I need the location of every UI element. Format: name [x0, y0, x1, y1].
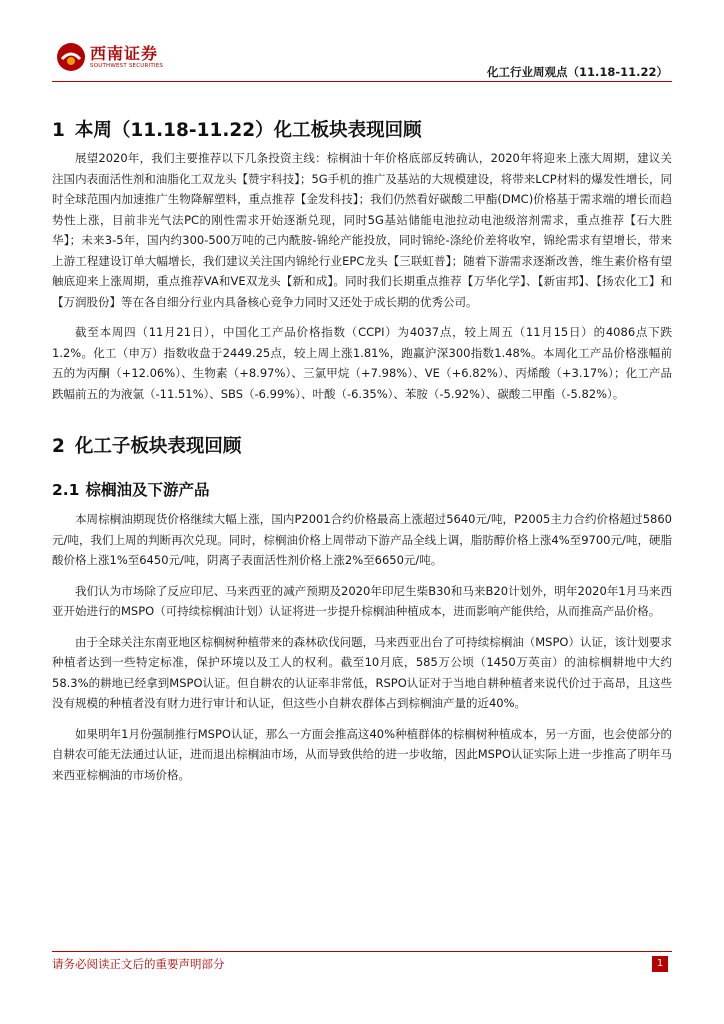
subsection-2-1-title: 棕榈油及下游产品 [85, 481, 210, 499]
paragraph: 如果明年1月份强制推行MSPO认证，那么一方面会推高这40%种植群体的棕榈树种植成本，另一方面，也会使部分的自耕农可能无法通过认证，进而退出棕榈油市场，从而导致供给的进一步收缩，因此MSPO认证实际上进一步推高了明年马来西亚棕榈油的市场价格。 [52, 726, 672, 782]
section-2-title: 化工子板块表现回顾 [74, 436, 242, 457]
subsection-2-1-number: 2.1 [52, 481, 80, 499]
main-content [52, 118, 672, 785]
paragraph: 由于全球关注东南亚地区棕榈树种植带来的森林砍伐问题，马来西亚出台了可持续棕榈油（MSPO）认证，该计划要求种植者达到一些特定标准，保护环境以及工人的权利。截至10月底，585万公顷（1450万英亩）的油棕榈耕地中大约58.3%的耕地已经拿到MSPO认证。但自耕农的认证率非常低，RSPO认证对于当地自耕种植者来说代价过于高昂，且这些没有规模的种植者没有财力进行审计和认证，但这些小自耕农群体占到棕榈油产量的近40%。 [52, 634, 672, 710]
logo-english-name: SOUTHWEST SECURITIES [90, 62, 164, 69]
paragraph: 本周棕榈油期现货价格继续大幅上涨，国内P2001合约价格最高上涨超过5640元/吨，P2005主力合约价格超过5860元/吨，我们上周的判断再次兑现。同时，棕榈油价格上周带动下游产品全线上调，脂肪醇价格上涨4%至9700元/吨，硬脂酸价格上涨1%至6450元/吨，阴离子表面活性剂价格上涨2%至6650元/吨。 [52, 512, 672, 567]
paragraph: 我们认为市场除了反应印尼、马来西亚的减产预期及2020年印尼生柴B30和马来B20计划外，明年2020年1月马来西亚开始进行的MSPO（可持续棕榈油计划）认证将进一步提升棕榈油种植成本，进而影响产能供给，从而推高产品价格。 [52, 583, 672, 618]
paragraph: 截至本周四（11月21日），中国化工产品价格指数（CCPI）为4037点，较上周五（11月15日）的4086点下跌1.2%。化工（申万）指数收盘于2449.25点，较上周上涨1.81%，跑赢沪深300指数1.48%。本周化工产品价格涨幅前五的为丙酮（+12.06%）、生物素（+8.97%）、三氯甲烷（+7.98%）、VE（+6.82%）、丙烯酸（+3.17%）；化工产品跌幅前五的为液氯（-11.51%）、SBS（-6.99%）、叶酸（-6.35%）、苯胺（-5.92%）、碳酸二甲酯（-5.82%）。 [52, 325, 672, 401]
disclaimer-note: 请务必阅读正文后的重要声明部分 [52, 957, 225, 971]
paragraph: 展望2020年，我们主要推荐以下几条投资主线：棕榈油十年价格底部反转确认，2020年将迎来上涨大周期，建议关注国内表面活性剂和油脂化工双龙头【赞宇科技】；5G手机的推广及基站的大规模建设，将带来LCP材料的爆发性增长，同时全球范围内加速推广生物降解塑料，重点推荐【金发科技】；我们仍然看好碳酸二甲酯(DMC)价格基于需求端的增长而趋势性上涨，目前非光气法PC的刚性需求开始逐渐兑现，同时5G基站储能电池拉动电池级溶剂需求，重点推荐【石大胜华】；未来3-5年，国内约300-500万吨的己内酰胺-锦纶产能投放，同时锦纶-涤纶价差将收窄，锦纶需求有望增长，带来上游工程建设订单大幅增长，我们建议关注国内锦纶行业EPC龙头【三联虹普】；随着下游需求逐渐改善，维生素价格有望触底迎来上涨周期，重点推荐VA和VE双龙头【新和成】。同时我们长期重点推荐【万华化学】、【新宙邦】、【扬农化工】和【万润股份】等在各自细分行业内具备核心竞争力同时又还处于成长期的优秀公司。 [52, 151, 672, 309]
logo-chinese-name: 西南证券 [90, 43, 159, 63]
page-number: 1 [652, 956, 668, 972]
section-2-heading [52, 434, 672, 460]
section-2-number: 2 [52, 436, 65, 457]
logo-mark-icon [56, 42, 86, 72]
section-1-title: 本周（11.18-11.22）化工板块表现回顾 [74, 120, 422, 141]
subsection-2-1-heading [52, 479, 672, 501]
header-divider [52, 81, 672, 82]
section-1-number: 1 [52, 120, 65, 141]
company-logo [56, 42, 163, 72]
report-title: 化工行业周观点（11.18-11.22） [486, 65, 668, 79]
footer-divider [52, 951, 672, 952]
page-header [0, 0, 724, 80]
section-1-heading [52, 118, 672, 144]
